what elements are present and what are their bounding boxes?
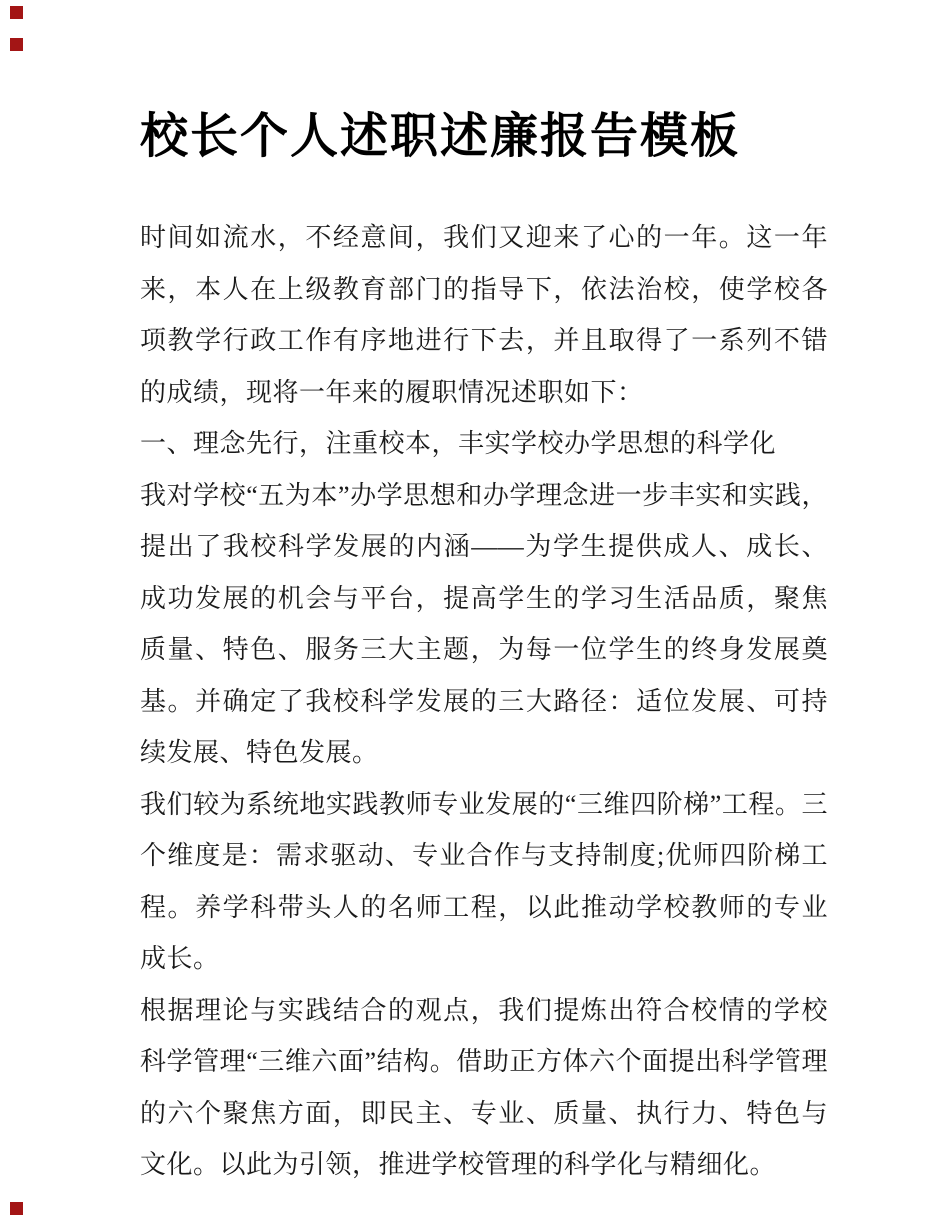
red-marker-top-2 bbox=[10, 38, 23, 51]
paragraph-intro: 时间如流水，不经意间，我们又迎来了心的一年。这一年来，本人在上级教育部门的指导下，依法治校，使学校各项教学行政工作有序地进行下去，并且取得了一系列不错的成绩，现将一年来的履职情况述职如下： bbox=[140, 223, 828, 407]
paragraph-school-philosophy: 我对学校“五为本”办学思想和办学理念进一步丰实和实践，提出了我校科学发展的内涵——为学生提供成人、成长、成功发展的机会与平台，提高学生的学习生活品质，聚焦质量、特色、服务三大主题，为每一位学生的终身发展奠基。并确定了我校科学发展的三大路径：适位发展、可持续发展、特色发展。 bbox=[140, 480, 828, 767]
red-marker-bottom bbox=[10, 1202, 23, 1215]
paragraph-section-heading: 一、理念先行，注重校本，丰实学校办学思想的科学化 bbox=[140, 429, 777, 458]
document-content bbox=[140, 104, 828, 1191]
paragraph-school-management: 根据理论与实践结合的观点，我们提炼出符合校情的学校科学管理“三维六面”结构。借助正方体六个面提出科学管理的六个聚焦方面，即民主、专业、质量、执行力、特色与文化。以此为引领，推进学校管理的科学化与精细化。 bbox=[140, 995, 828, 1179]
red-marker-top-1 bbox=[10, 6, 23, 19]
document-title: 校长个人述职述廉报告模板 bbox=[140, 110, 741, 163]
paragraph-teacher-development: 我们较为系统地实践教师专业发展的“三维四阶梯”工程。三个维度是：需求驱动、专业合作与支持制度;优师四阶梯工程。养学科带头人的名师工程，以此推动学校教师的专业成长。 bbox=[140, 789, 828, 973]
